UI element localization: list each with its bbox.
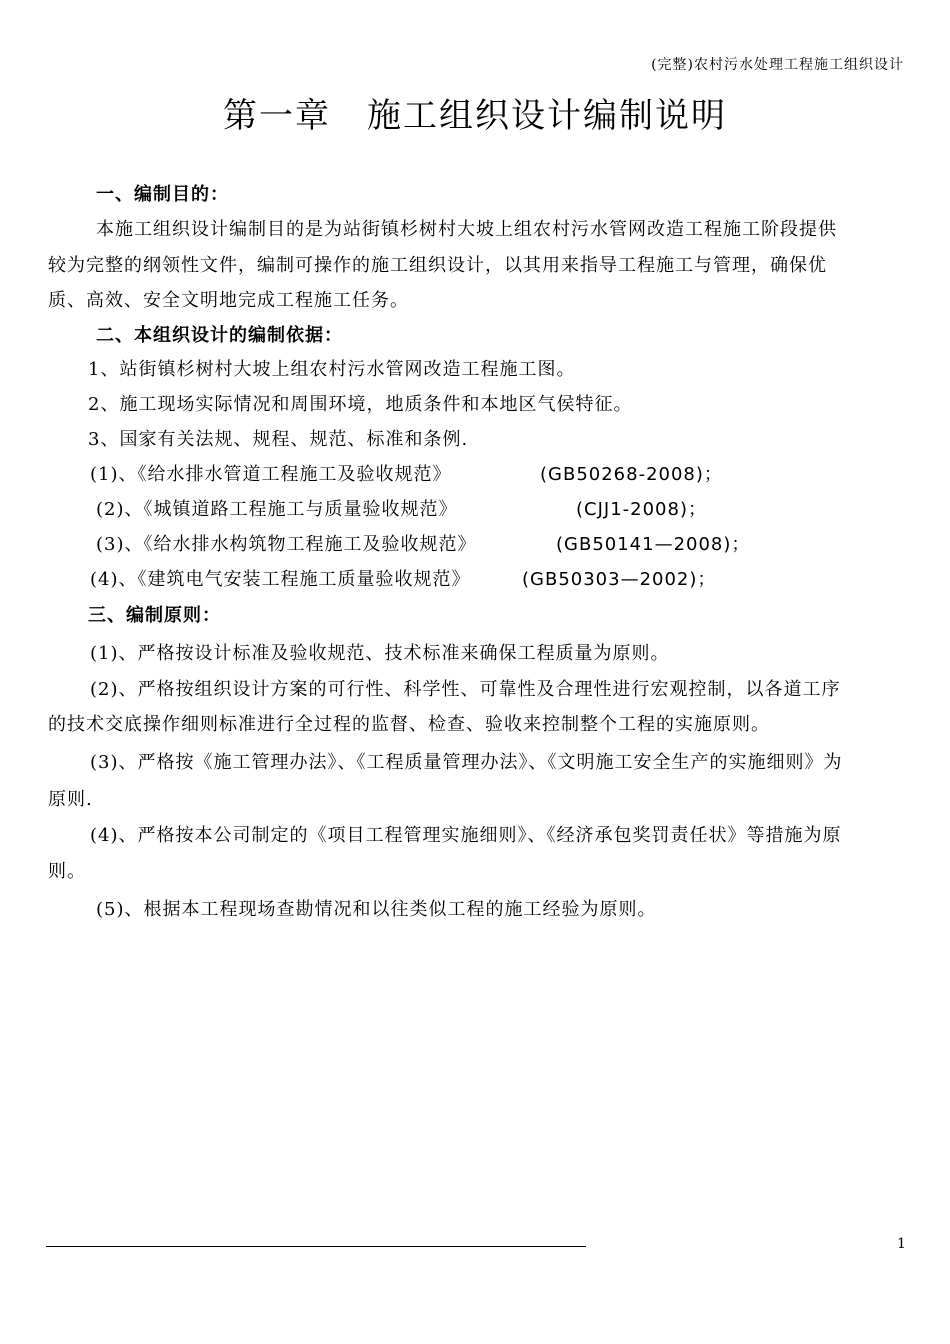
- section1-heading: 一、编制目的：: [96, 184, 229, 205]
- principle-5: (5)、根据本工程现场查勘情况和以往类似工程的施工经验为原则。: [96, 899, 657, 920]
- running-header: (完整)农村污水处理工程施工组织设计: [651, 57, 904, 73]
- principle-3-line1: (3)、严格按《施工管理办法》、《工程质量管理办法》、《文明施工安全生产的实施细则》为: [90, 752, 843, 773]
- principle-1: (1)、严格按设计标准及验收规范、技术标准来确保工程质量为原则。: [90, 643, 670, 664]
- section3-heading: 三、编制原则：: [88, 605, 221, 626]
- section1-para-line2: 较为完整的纲领性文件，编制可操作的施工组织设计，以其用来指导工程施工与管理，确保优: [48, 255, 827, 276]
- chapter-title: 第一章 施工组织设计编制说明: [223, 96, 727, 136]
- footer-rule: [46, 1246, 586, 1247]
- standard-1-code: (GB50268-2008)；: [540, 464, 723, 485]
- standard-2-name: (2)、《城镇道路工程施工与质量验收规范》: [96, 499, 458, 520]
- standard-4-name: (4)、《建筑电气安装工程施工质量验收规范》: [90, 569, 471, 590]
- standard-3-code: (GB50141—2008)；: [556, 534, 751, 555]
- standard-3-name: (3)、《给水排水构筑物工程施工及验收规范》: [96, 534, 477, 555]
- page-number: 1: [897, 1236, 906, 1252]
- section2-heading: 二、本组织设计的编制依据：: [96, 325, 343, 346]
- standard-2-code: (CJJ1-2008)；: [576, 499, 707, 520]
- section1-para-line1: 本施工组织设计编制目的是为站街镇杉树村大坡上组农村污水管网改造工程施工阶段提供: [96, 219, 837, 240]
- principle-2-line2: 的技术交底操作细则标准进行全过程的监督、检查、验收来控制整个工程的实施原则。: [48, 714, 770, 735]
- principle-4-line1: (4)、严格按本公司制定的《项目工程管理实施细则》、《经济承包奖罚责任状》等措施为原: [90, 825, 842, 846]
- principle-2-line1: (2)、严格按组织设计方案的可行性、科学性、可靠性及合理性进行宏观控制，以各道工序: [90, 679, 841, 700]
- principle-3-line2: 原则.: [48, 789, 93, 810]
- standard-1-name: (1)、《给水排水管道工程施工及验收规范》: [90, 464, 452, 485]
- basis-item-3: 3、国家有关法规、规程、规范、标准和条例.: [88, 429, 469, 450]
- standard-4-code: (GB50303—2002)；: [522, 569, 717, 590]
- principle-4-line2: 则。: [48, 861, 86, 882]
- basis-item-1: 1、站街镇杉树村大坡上组农村污水管网改造工程施工图。: [88, 359, 576, 380]
- basis-item-2: 2、施工现场实际情况和周围环境，地质条件和本地区气侯特征。: [88, 394, 633, 415]
- section1-para-line3: 质、高效、安全文明地完成工程施工任务。: [48, 290, 409, 311]
